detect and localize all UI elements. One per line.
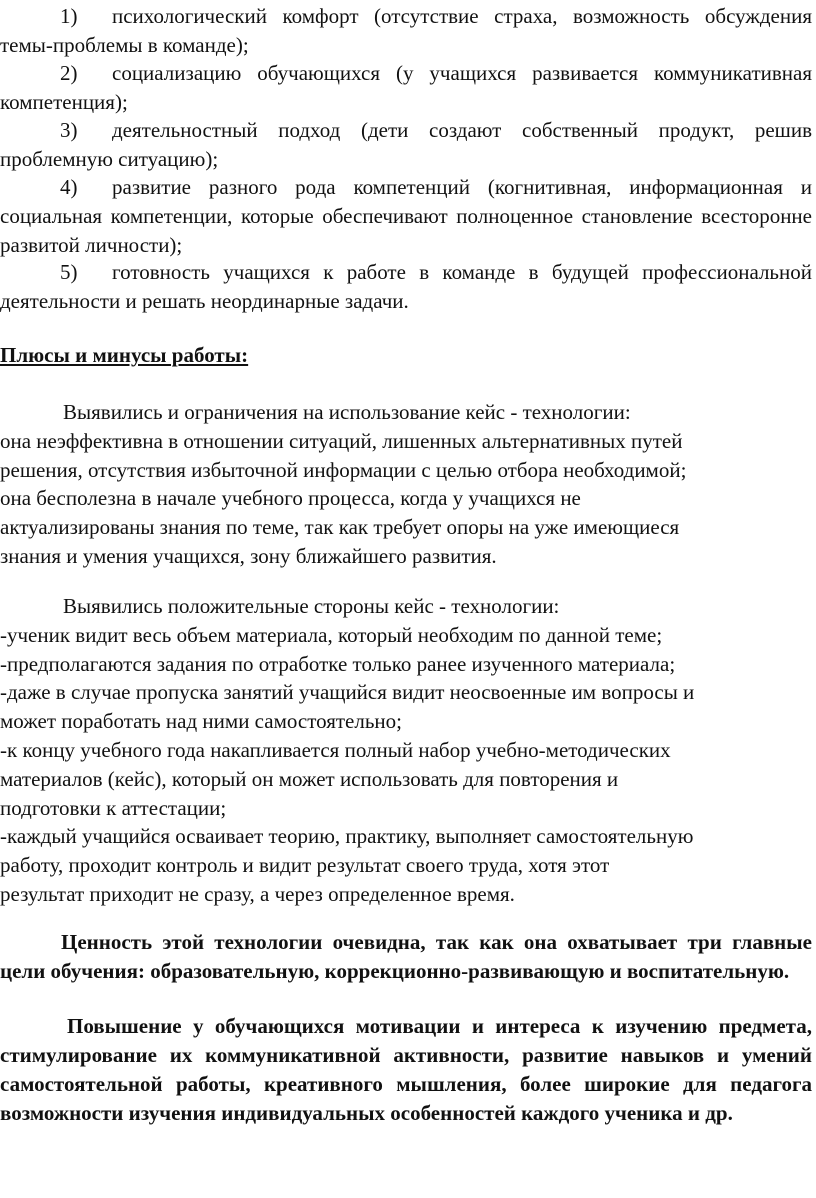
limitations-paragraph: [0, 398, 812, 571]
positives-line: -к концу учебного года накапливается полный набор учебно-методических: [0, 737, 671, 762]
list-item-2: [0, 59, 812, 117]
list-item-number: 5): [60, 260, 78, 284]
list-item-text: готовность учащихся к работе в команде в будущей профессиональной деятельности и решать неординарные задачи.: [0, 260, 812, 313]
list-item-number: 1): [60, 4, 78, 28]
list-item-number: 2): [60, 61, 78, 85]
limitations-line: она бесполезна в начале учебного процесса, когда у учащихся не: [0, 486, 581, 511]
limitations-line: она неэффективна в отношении ситуаций, лишенных альтернативных путей: [0, 428, 683, 453]
positives-line: может поработать над ними самостоятельно;: [0, 709, 402, 734]
conclusion-paragraph-1: Ценность этой технологии очевидна, так как она охватывает три главные цели обучения: образовательную, коррекционно-развивающую и воспитательную.: [0, 930, 812, 983]
limitations-line: знания и умения учащихся, зону ближайшего развития.: [0, 543, 497, 568]
limitations-intro: Выявились и ограничения на использование кейс - технологии:: [63, 400, 631, 424]
list-item-text: деятельностный подход (дети создают собственный продукт, решив проблемную ситуацию);: [0, 118, 812, 171]
positives-line: -ученик видит весь объем материала, который необходим по данной теме;: [0, 622, 663, 647]
list-item-text: социализацию обучающихся (у учащихся развивается коммуникативная компетенция);: [0, 61, 812, 114]
list-item-4: [0, 173, 812, 259]
section-heading: Плюсы и минусы работы:: [0, 343, 249, 367]
conclusion-paragraph-2: Повышение у обучающихся мотивации и интереса к изучению предмета, стимулирование их коммуникативной активности, развитие навыков и умений самостоятельной работы, креативного мышления, более широкие для педагога возможности изучения индивидуальных особенностей каждого ученика и др.: [0, 1014, 812, 1125]
positives-paragraph: [0, 592, 812, 909]
list-item-text: развитие разного рода компетенций (когнитивная, информационная и социальная компетенции, которые обеспечивают полноценное становление всесторонне развитой личности);: [0, 175, 812, 257]
limitations-line: решения, отсутствия избыточной информации с целью отбора необходимой;: [0, 457, 687, 482]
positives-line: подготовки к аттестации;: [0, 795, 227, 820]
list-item-text: психологический комфорт (отсутствие страха, возможность обсуждения темы-проблемы в команде);: [0, 4, 812, 57]
positives-line: результат приходит не сразу, а через определенное время.: [0, 881, 515, 906]
positives-line: -даже в случае пропуска занятий учащийся видит неосвоенные им вопросы и: [0, 680, 695, 705]
list-item-1: [0, 2, 812, 60]
limitations-line: актуализированы знания по теме, так как требует опоры на уже имеющиеся: [0, 515, 680, 540]
list-item-number: 4): [60, 175, 78, 199]
positives-line: -предполагаются задания по отработке только ранее изученного материала;: [0, 651, 676, 676]
positives-line: -каждый учащийся осваивает теорию, практику, выполняет самостоятельную: [0, 824, 694, 849]
list-item-5: [0, 258, 812, 316]
list-item-number: 3): [60, 118, 78, 142]
positives-line: материалов (кейс), который он может использовать для повторения и: [0, 766, 619, 791]
list-item-3: [0, 116, 812, 174]
positives-intro: Выявились положительные стороны кейс - технологии:: [63, 594, 560, 618]
positives-line: работу, проходит контроль и видит результат своего труда, хотя этот: [0, 853, 610, 878]
